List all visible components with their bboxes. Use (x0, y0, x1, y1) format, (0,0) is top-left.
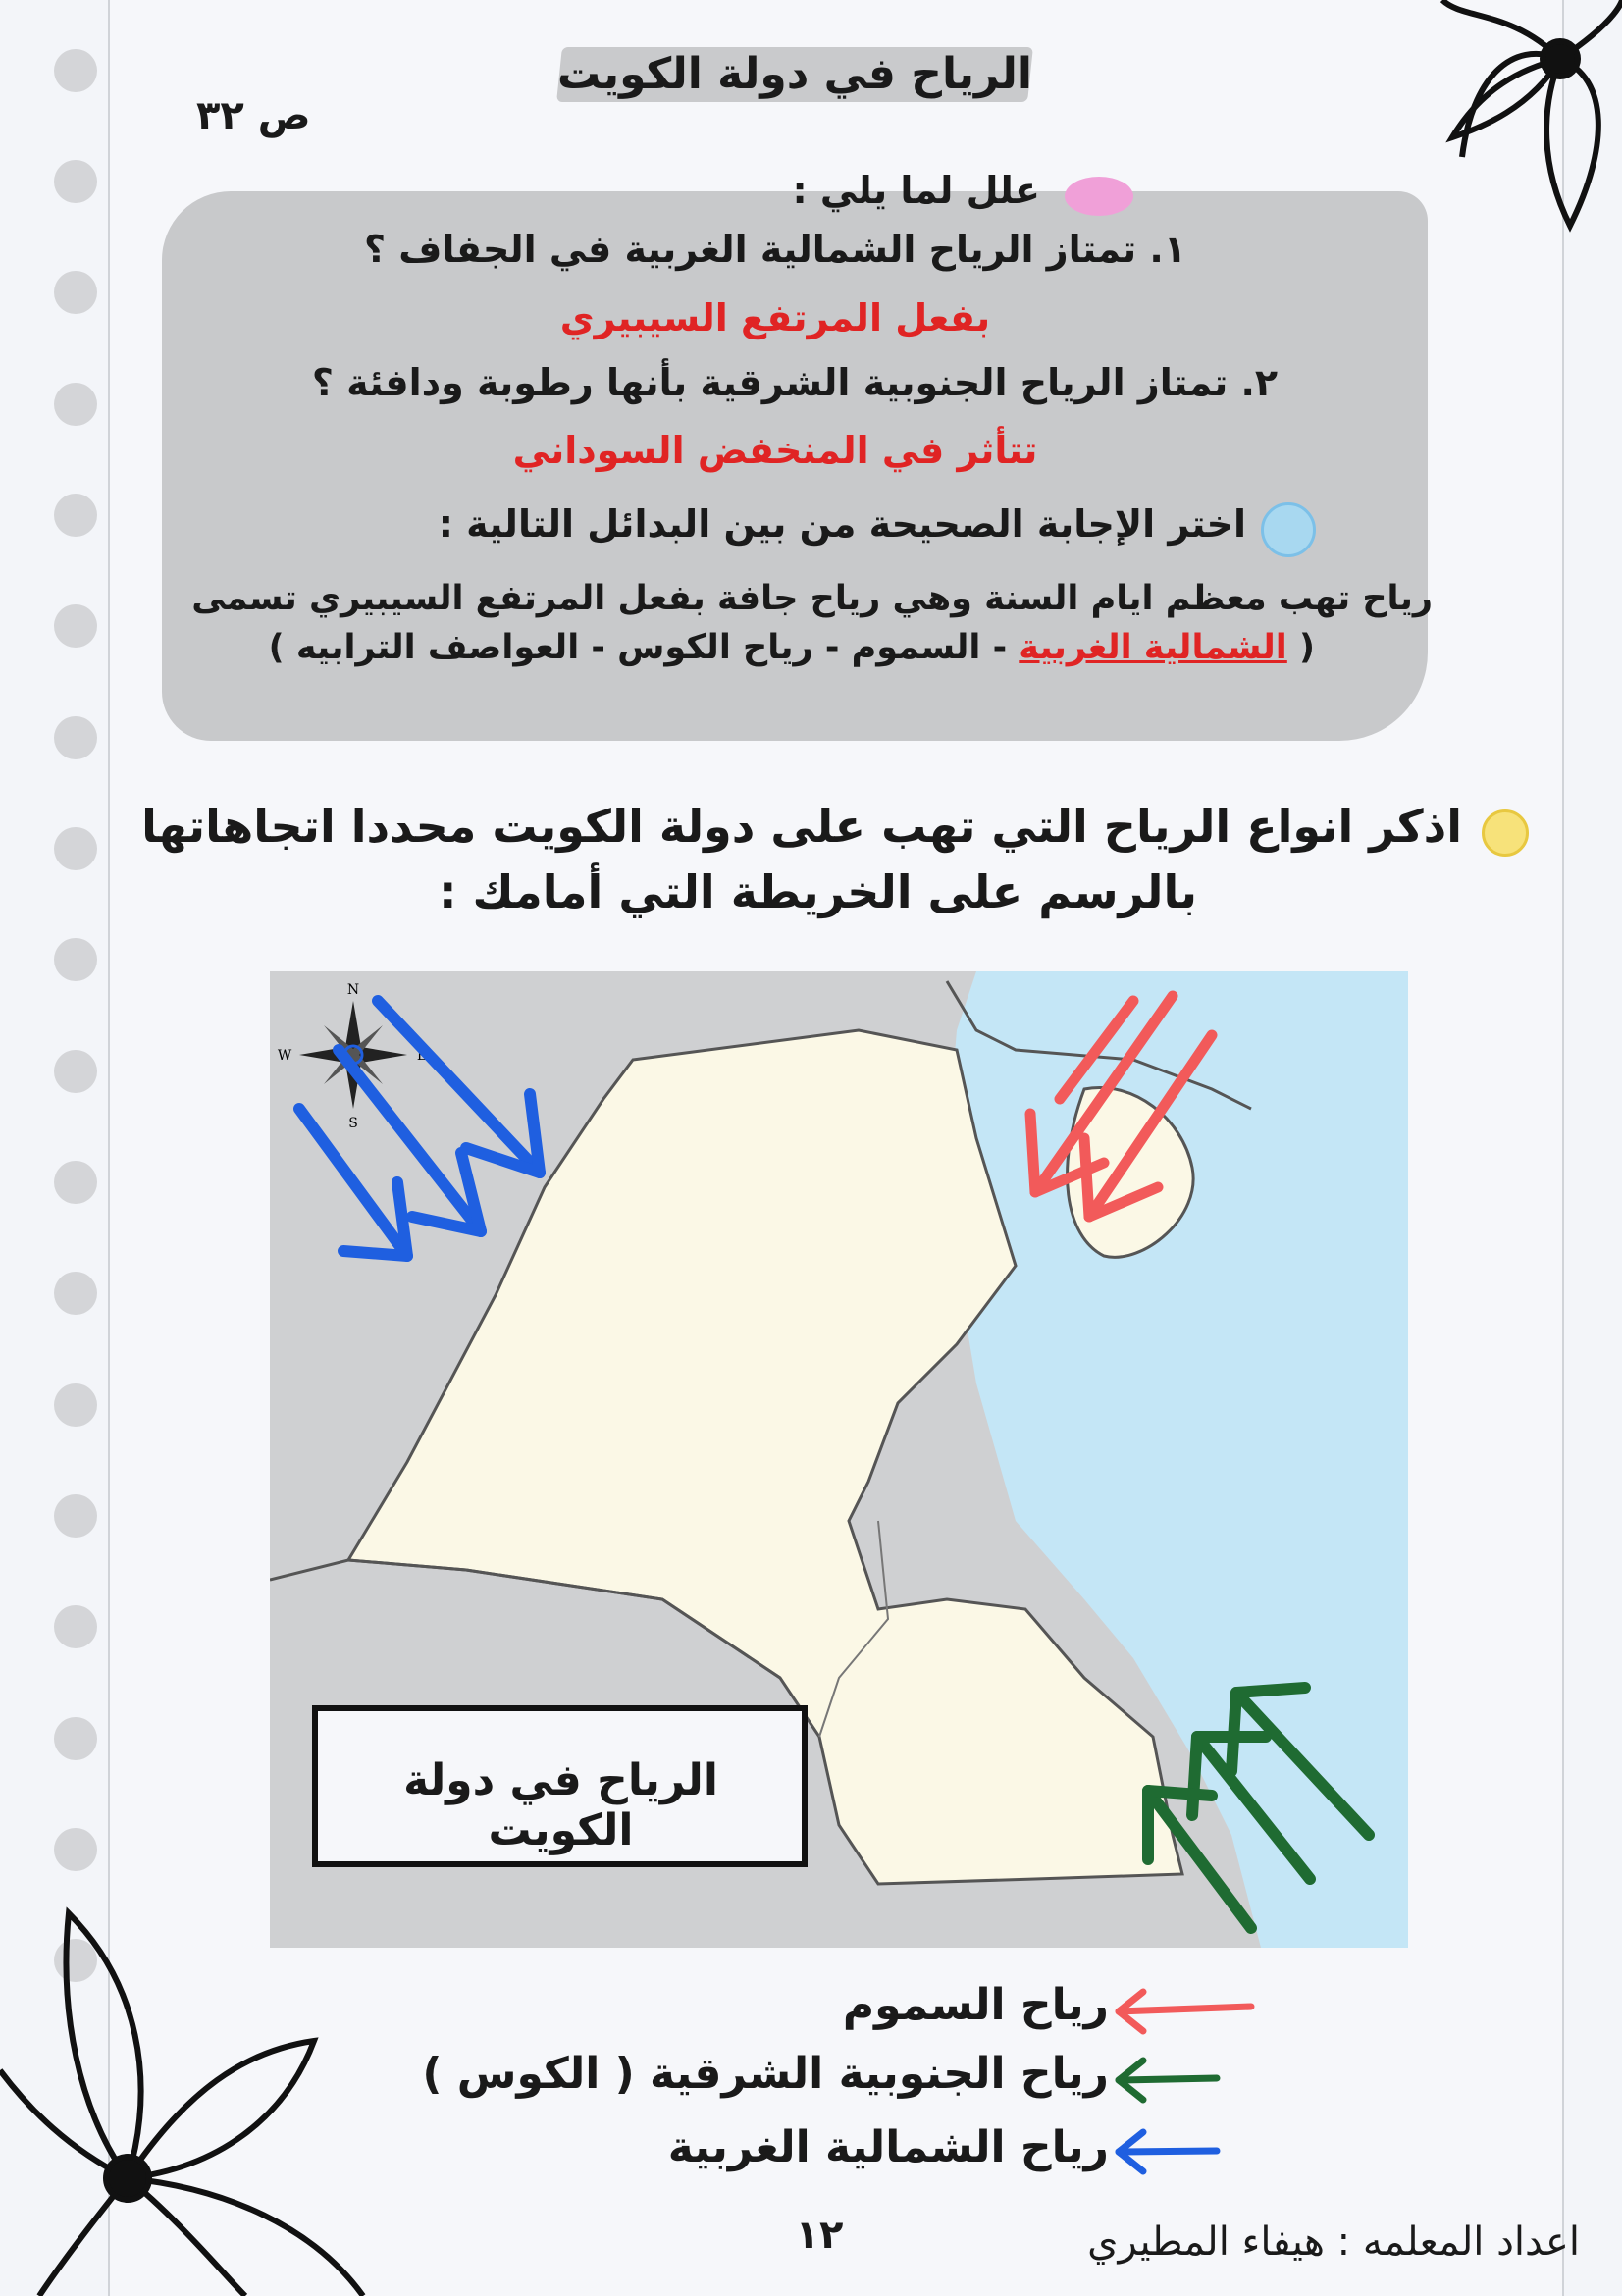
binder-hole (54, 827, 97, 870)
map-title-label: الرياح في دولة الكويت (403, 1755, 718, 1855)
pink-bullet-icon (1065, 177, 1133, 216)
blue-bullet-icon (1261, 502, 1316, 557)
binder-hole (54, 1050, 97, 1093)
legend-southeast-arrow (1119, 2078, 1217, 2080)
yellow-bullet-icon (1482, 809, 1529, 857)
binder-hole (54, 1383, 97, 1427)
binder-hole (54, 383, 97, 426)
mcq-options (268, 628, 1315, 667)
mcq-question: رياح تهب معظم ايام السنة وهي رياح جافة بفعل المرتفع السيبيري تسمى (191, 579, 1433, 618)
map-title-box (312, 1705, 808, 1867)
binder-hole (54, 1272, 97, 1315)
section2-heading: اختر الإجابة الصحيحة من بين البدائل التالية : (438, 502, 1246, 546)
legend-northwest-label: رياح الشمالية الغربية (667, 2122, 1109, 2172)
question-2: ٢. تمتاز الرياح الجنوبية الشرقية بأنها رطوبة ودافئة ؟ (311, 361, 1279, 404)
answer-2: تتأثر في المنخفض السوداني (512, 429, 1038, 472)
question-1: ١. تمتاز الرياح الشمالية الغربية في الجفاف ؟ (363, 228, 1187, 271)
author-credit: اعداد المعلمه : هيفاء المطيري (1087, 2219, 1580, 2265)
mcq-open-paren: ( (1299, 628, 1315, 667)
binder-hole (54, 49, 97, 92)
section1-heading: علل لما يلي : (792, 169, 1040, 212)
flower-decoration-bottom (0, 1894, 471, 2296)
answer-1: بفعل المرتفع السيبيري (559, 296, 991, 339)
legend-simoom-label: رياح السموم (842, 1980, 1109, 2030)
compass-n: N (346, 982, 360, 998)
binder-hole (54, 494, 97, 537)
legend-northwest-arrow (1119, 2151, 1217, 2152)
legend-arrows (1099, 1982, 1266, 2178)
mcq-other-options: - السموم - رياح الكوس - العواصف الترابيه ) (268, 628, 1008, 667)
mcq-correct-option: الشمالية الغربية (1019, 628, 1287, 667)
binder-hole (54, 1828, 97, 1871)
binder-hole (54, 1161, 97, 1204)
binder-hole (54, 604, 97, 648)
page-reference: ص ٣٢ (196, 93, 311, 138)
map-instruction-line2: بالرسم على الخريطة التي أمامك : (439, 865, 1197, 918)
binder-hole (54, 1494, 97, 1538)
legend-southeast-label: رياح الجنوبية الشرقية ( الكوس ) (422, 2049, 1109, 2099)
binder-hole (54, 1717, 97, 1760)
compass-e: E (416, 1048, 428, 1064)
page-number: ١٢ (795, 2213, 844, 2258)
compass-s: S (348, 1116, 358, 1131)
legend-simoom-arrow (1119, 2007, 1251, 2011)
page-title: الرياح في دولة الكويت (556, 49, 1033, 99)
binder-hole (54, 160, 97, 203)
compass-w: W (277, 1048, 292, 1064)
binder-hole (54, 938, 97, 981)
binder-hole (54, 271, 97, 314)
binder-hole (54, 1605, 97, 1648)
binder-hole (54, 716, 97, 759)
map-instruction-line1: اذكر انواع الرياح التي تهب على دولة الكويت محددا اتجاهاتها (141, 800, 1462, 853)
